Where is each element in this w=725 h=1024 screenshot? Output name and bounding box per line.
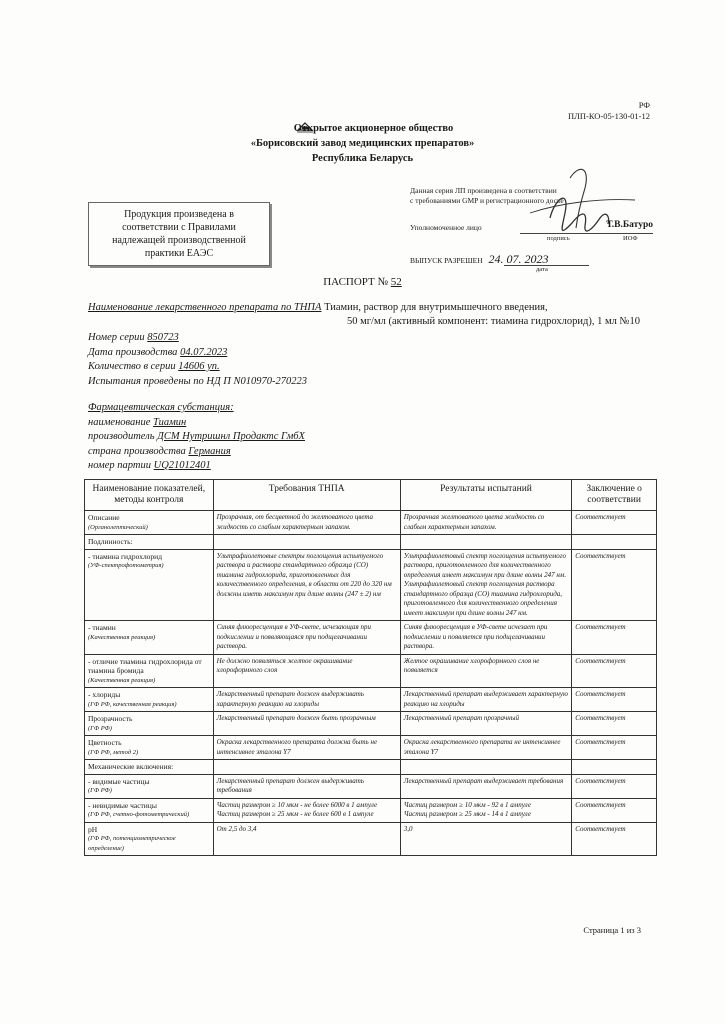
country-value: Германия: [188, 445, 231, 457]
cell-result: [400, 621, 571, 655]
quantity-label: Количество в серии: [88, 361, 179, 372]
requirement-text: Окраска лекарственного препарата должна быть не интенсивнее эталона Y7: [216, 738, 378, 756]
stamp-line: соответствии с Правилами: [122, 222, 236, 233]
col-header-results: Результаты испытаний: [400, 480, 571, 511]
parameter-method: (ГФ РФ, качественная реакция): [88, 700, 177, 708]
cell-parameter: [85, 760, 214, 775]
company-country: Республика Беларусь: [311, 153, 414, 164]
parameter-method: (ГФ РФ, счетно-фотометрический): [88, 811, 190, 818]
series-value: 850723: [147, 332, 179, 343]
cell-requirement: [213, 511, 400, 535]
parameter-name: - тиамин: [88, 623, 116, 632]
table-row: [85, 549, 657, 621]
test-method: Испытания проведены по НД П N010970-270223: [88, 375, 308, 387]
result-text: Лекарственный препарат прозрачный: [403, 714, 519, 722]
parameter-name: - отличие тиамина гидрохлорида от тиамина бромида: [88, 656, 202, 675]
signature-caption: подпись: [547, 235, 570, 242]
result-text: 3,0: [403, 824, 413, 833]
passport-title: [0, 276, 725, 288]
company-name: «Борисовский завод медицинских препаратов»: [250, 138, 475, 149]
cell-conclusion: [572, 549, 657, 621]
requirement-text: От 2,5 до 3,4: [216, 824, 257, 833]
substance-title: Фармацевтическая субстанция:: [88, 402, 234, 413]
manufacturer-value: ДСМ Нутришнл Продактс ГмбХ: [157, 431, 305, 442]
table-row: [85, 511, 657, 535]
cell-conclusion: [572, 535, 657, 550]
table-header-row: [85, 480, 657, 511]
fio-caption: ИОФ: [623, 235, 638, 242]
parameter-name: Описание: [88, 513, 120, 522]
parameter-name: Подлинность:: [88, 537, 133, 546]
cell-parameter: [85, 774, 214, 798]
requirement-text: Лекарственный препарат должен быть прозрачным: [216, 714, 376, 722]
page-number: Страница 1 из 3: [583, 925, 641, 935]
parameter-name: - невидимые частицы: [88, 800, 157, 810]
cell-requirement: [213, 822, 400, 856]
cell-result: [400, 549, 571, 621]
permit-date: 24. 07. 2023: [488, 252, 549, 266]
drug-value-cont: 50 мг/мл (активный компонент: тиамина гидрохлорид), 1 мл №10: [346, 316, 640, 327]
stamp-line: надлежащей производственной: [112, 235, 246, 246]
gmp-stamp: [88, 202, 270, 266]
table-row: [85, 736, 657, 760]
stamp-line: практики ЕАЭС: [144, 248, 214, 259]
passport-number: 52: [390, 276, 402, 288]
release-note: [410, 186, 660, 206]
requirement-text: Лекарственный препарат должен выдерживать требования: [216, 776, 364, 794]
parameter-name: Цветность: [88, 738, 122, 747]
conclusion-text: Соответствует: [575, 738, 626, 746]
conclusion-text: Соответствует: [575, 623, 626, 631]
table-row: [85, 654, 657, 688]
drug-label: Наименование лекарственного препарата по ТНПА: [88, 302, 322, 313]
cell-requirement: [213, 621, 400, 655]
authorized-person-name: Т.В.Батуро: [606, 220, 653, 230]
cell-parameter: [85, 822, 214, 856]
parameter-method: (УФ-спектрофотометрия): [88, 562, 164, 569]
table-row: [85, 535, 657, 550]
table-row: [85, 822, 657, 856]
doc-code-line2: ПЛП-КО-05-130-01-12: [567, 111, 650, 121]
result-text: Синяя флюоресценция в УФ-свете исчезает при подкислении и появляется при подщелачивании раствора.: [403, 623, 548, 650]
conclusion-text: Соответствует: [575, 513, 626, 521]
production-date-value: 04.07.2023: [180, 346, 228, 358]
cell-result: [400, 511, 571, 535]
requirement-text: Ультрафиолетовые спектры поглощения испытуемого раствора и раствора стандартного образца (СО) тиамина гидрохлорида, приготовленных для количественного определения, в области от 220 до 320 нм должны иметь максимум при длине волны (247 ± 2) нм: [216, 551, 392, 598]
substance-info: [88, 401, 305, 474]
specification-table: [84, 479, 657, 856]
cell-result: [400, 822, 571, 856]
table-row: [85, 688, 657, 712]
cell-conclusion: [572, 712, 657, 736]
cell-conclusion: [572, 774, 657, 798]
doc-code-line1: РФ: [638, 100, 650, 110]
cell-result: [400, 654, 571, 688]
cell-parameter: [85, 535, 214, 550]
cell-parameter: [85, 549, 214, 621]
cell-requirement: [213, 760, 400, 775]
quantity-value: 14606 уп.: [178, 361, 220, 372]
result-text: Желтое окрашивание хлороформного слоя не появляется: [403, 656, 540, 674]
stamp-line: Продукция произведена в: [124, 209, 234, 220]
conclusion-text: Соответствует: [575, 824, 626, 833]
cell-conclusion: [572, 654, 657, 688]
cell-result: [400, 535, 571, 550]
conclusion-text: Соответствует: [575, 690, 626, 698]
result-text: Частиц размером ≥ 10 мкм - 92 в 1 ампуле Частиц размером ≥ 25 мкм - 14 в 1 ампуле: [403, 800, 531, 818]
parameter-method: (ГФ РФ): [88, 787, 112, 794]
cell-parameter: [85, 511, 214, 535]
parameter-name: - видимые частицы: [88, 776, 150, 786]
substance-name-label: наименование: [88, 416, 154, 428]
parameter-name: Прозрачность: [88, 714, 133, 723]
conclusion-text: Соответствует: [575, 656, 626, 665]
passport-label: ПАСПОРТ №: [323, 276, 391, 288]
signature-line: [520, 233, 653, 234]
company-type: Открытое акционерное общество: [293, 123, 454, 134]
production-date-label: Дата производства: [88, 346, 181, 358]
substance-name-value: Тиамин: [153, 416, 187, 428]
table-body: [85, 511, 657, 856]
permit-label: ВЫПУСК РАЗРЕШЕН: [410, 256, 483, 265]
parameter-method: (ГФ РФ, метод 2): [88, 748, 139, 756]
lot-label: номер партии: [88, 460, 154, 471]
cell-requirement: [213, 535, 400, 550]
manufacturer-label: производитель: [88, 431, 158, 442]
cell-conclusion: [572, 688, 657, 712]
cell-conclusion: [572, 736, 657, 760]
requirement-text: Не должно появляться желтое окрашивание хлороформного слоя: [216, 656, 353, 674]
parameter-name: pH: [88, 824, 98, 834]
cell-requirement: [213, 549, 400, 621]
result-text: Прозрачная желтоватого цвета жидкость со слабым характерным запахом.: [403, 513, 545, 531]
document-code: [568, 100, 650, 122]
parameter-method: (ГФ РФ): [88, 724, 112, 732]
cell-requirement: [213, 688, 400, 712]
cell-parameter: [85, 654, 214, 688]
cell-result: [400, 712, 571, 736]
cell-requirement: [213, 774, 400, 798]
authorized-person-label: Уполномоченное лицо: [410, 223, 482, 232]
parameter-method: (Органолептический): [88, 523, 148, 531]
parameter-name: - хлориды: [88, 690, 121, 699]
table-row: [85, 760, 657, 775]
result-text: Лекарственный препарат выдерживает требования: [403, 776, 564, 785]
country-label: страна производства: [88, 445, 189, 457]
cell-conclusion: [572, 798, 657, 822]
drug-name-block: [88, 301, 648, 329]
parameter-method: (ГФ РФ, потенциометрическое определение): [88, 835, 176, 852]
cell-conclusion: [572, 621, 657, 655]
release-line1: Данная серия ЛП произведена в соответствии: [410, 186, 557, 195]
cell-result: [400, 760, 571, 775]
cell-requirement: [213, 798, 400, 822]
cell-parameter: [85, 712, 214, 736]
requirement-text: Частиц размером ≥ 10 мкм - не более 6000 в 1 ампуле Частиц размером ≥ 25 мкм - не более 600 в 1 ампуле: [216, 800, 378, 818]
result-text: Ультрафиолетовый спектр поглощения испытуемого раствора, приготовленного для количественного определения имеет максимум при длине волны 247 нм. Ультрафиолетовый спектр поглощения раствора стандартного образца (СО) тиамина гидрохлорида, приготовленного для количественного определения имеет максимум при длине волны 247 нм.: [403, 551, 567, 617]
cell-requirement: [213, 736, 400, 760]
cell-parameter: [85, 688, 214, 712]
requirement-text: Прозрачная, от бесцветной до желтоватого цвета жидкость со слабым характерным запахом.: [216, 513, 374, 531]
requirement-text: Лекарственный препарат должен выдерживать характерную реакцию на хлориды: [216, 690, 364, 708]
parameter-method: (Качественная реакция): [88, 676, 156, 684]
col-header-requirements: Требования ТНПА: [213, 480, 400, 511]
table-row: [85, 712, 657, 736]
table-row: [85, 774, 657, 798]
cell-requirement: [213, 712, 400, 736]
result-text: Окраска лекарственного препарата не интенсивнее эталона Y7: [403, 738, 561, 756]
table-row: [85, 798, 657, 822]
requirement-text: Синяя флюоресценция в УФ-свете, исчезающая при подкислении и появляющаяся при подщелачивании раствора.: [216, 623, 371, 650]
series-label: Номер серии: [88, 332, 148, 343]
cell-result: [400, 798, 571, 822]
parameter-name: Механические включения:: [88, 762, 174, 771]
cell-conclusion: [572, 822, 657, 856]
release-line2: с требованиями GMP и регистрационного досье: [410, 196, 564, 205]
parameter-method: (Качественная реакция): [88, 633, 156, 641]
col-header-conclusion: Заключение о соответствии: [572, 480, 657, 511]
conclusion-text: Соответствует: [575, 776, 626, 785]
cell-result: [400, 736, 571, 760]
cell-result: [400, 774, 571, 798]
conclusion-text: Соответствует: [575, 551, 626, 560]
cell-parameter: [85, 736, 214, 760]
lot-value: UQ21012401: [153, 460, 211, 471]
batch-info: [88, 331, 307, 389]
col-header-parameter: Наименование показателей, методы контроля: [85, 480, 214, 511]
cell-requirement: [213, 654, 400, 688]
conclusion-text: Соответствует: [575, 800, 626, 809]
cell-parameter: [85, 798, 214, 822]
permit-date-caption: дата: [536, 266, 548, 273]
conclusion-text: Соответствует: [575, 714, 626, 722]
table-row: [85, 621, 657, 655]
cell-conclusion: [572, 760, 657, 775]
drug-value: Тиамин, раствор для внутримышечного введения,: [324, 302, 548, 313]
cell-result: [400, 688, 571, 712]
parameter-name: - тиамина гидрохлорид: [88, 551, 163, 561]
cell-parameter: [85, 621, 214, 655]
cell-conclusion: [572, 511, 657, 535]
result-text: Лекарственный препарат выдерживает характерную реакцию на хлориды: [403, 690, 568, 708]
